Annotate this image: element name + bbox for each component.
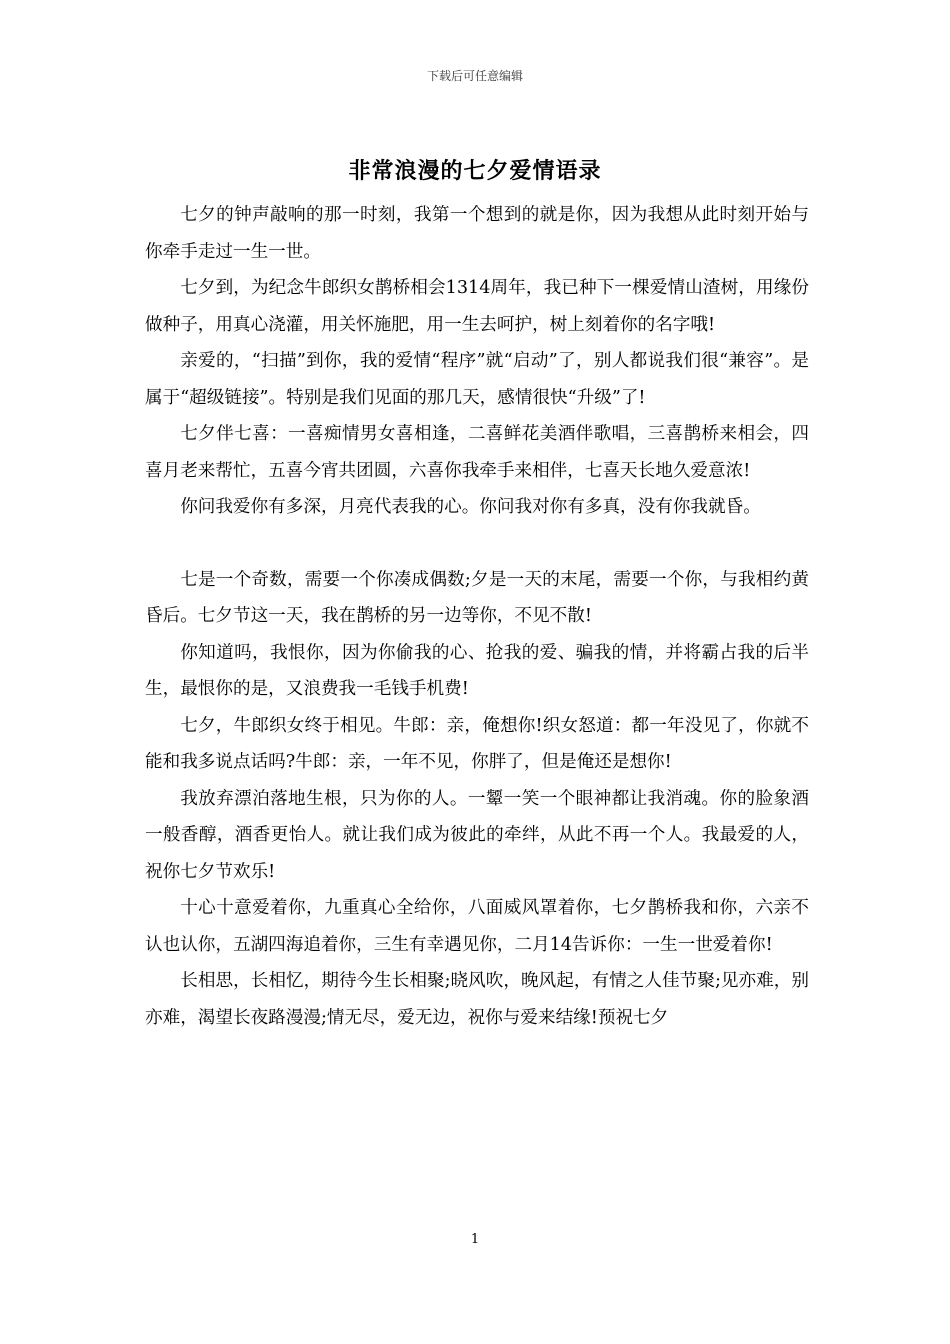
paragraph: 七是一个奇数，需要一个你凑成偶数;夕是一天的末尾，需要一个你，与我相约黄昏后。七夕节这一天，我在鹊桥的另一边等你，不见不散! xyxy=(145,569,809,626)
header-note: 下载后可任意编辑 xyxy=(426,69,523,83)
paragraph: 十心十意爱着你，九重真心全给你，八面威风罩着你，七夕鹊桥我和你，六亲不认也认你，五湖四海追着你，三生有幸遇见你，二月14告诉你：一生一世爱着你! xyxy=(145,898,809,955)
paragraph: 七夕到，为纪念牛郎织女鹊桥相会1314周年，我已种下一棵爱情山渣树，用缘份做种子，用真心浇灌，用关怀施肥，用一生去呵护，树上刻着你的名字哦! xyxy=(145,278,809,335)
paragraph: 你问我爱你有多深，月亮代表我的心。你问我对你有多真，没有你我就昏。 xyxy=(180,497,761,517)
paragraph: 七夕，牛郎织女终于相见。牛郎：亲，俺想你!织女怒道：都一年没见了，你就不能和我多说点话吗?牛郎：亲，一年不见，你胖了，但是俺还是想你! xyxy=(145,715,809,772)
paragraph: 亲爱的，“扫描”到你，我的爱情“程序”就“启动”了，别人都说我们很“兼容”。是属于“超级链接”。特别是我们见面的那几天，感情很快“升级”了! xyxy=(145,351,809,408)
paragraph: 七夕的钟声敲响的那一时刻，我第一个想到的就是你，因为我想从此时刻开始与你牵手走过一生一世。 xyxy=(145,205,809,262)
paragraph: 长相思，长相忆，期待今生长相聚;晓风吹，晚风起，有情之人佳节聚;见亦难，别亦难，渴望长夜路漫漫;情无尽，爱无边，祝你与爱来结缘!预祝七夕 xyxy=(145,971,809,1028)
page-number: 1 xyxy=(470,1232,480,1247)
document-title: 非常浪漫的七夕爱情语录 xyxy=(348,158,602,184)
paragraph: 你知道吗，我恨你，因为你偷我的心、抢我的爱、骗我的情，并将霸占我的后半生，最恨你的是，又浪费我一毛钱手机费! xyxy=(145,642,809,699)
paragraph: 七夕伴七喜：一喜痴情男女喜相逢，二喜鲜花美酒伴歌唱，三喜鹊桥来相会，四喜月老来帮忙，五喜今宵共团圆，六喜你我牵手来相伴，七喜天长地久爱意浓! xyxy=(145,424,809,481)
document-body xyxy=(145,197,809,1036)
paragraph: 我放弃漂泊落地生根，只为你的人。一颦一笑一个眼神都让我消魂。你的脸象酒一般香醇，酒香更怡人。就让我们成为彼此的牵绊，从此不再一个人。我最爱的人，祝你七夕节欢乐! xyxy=(145,788,809,882)
